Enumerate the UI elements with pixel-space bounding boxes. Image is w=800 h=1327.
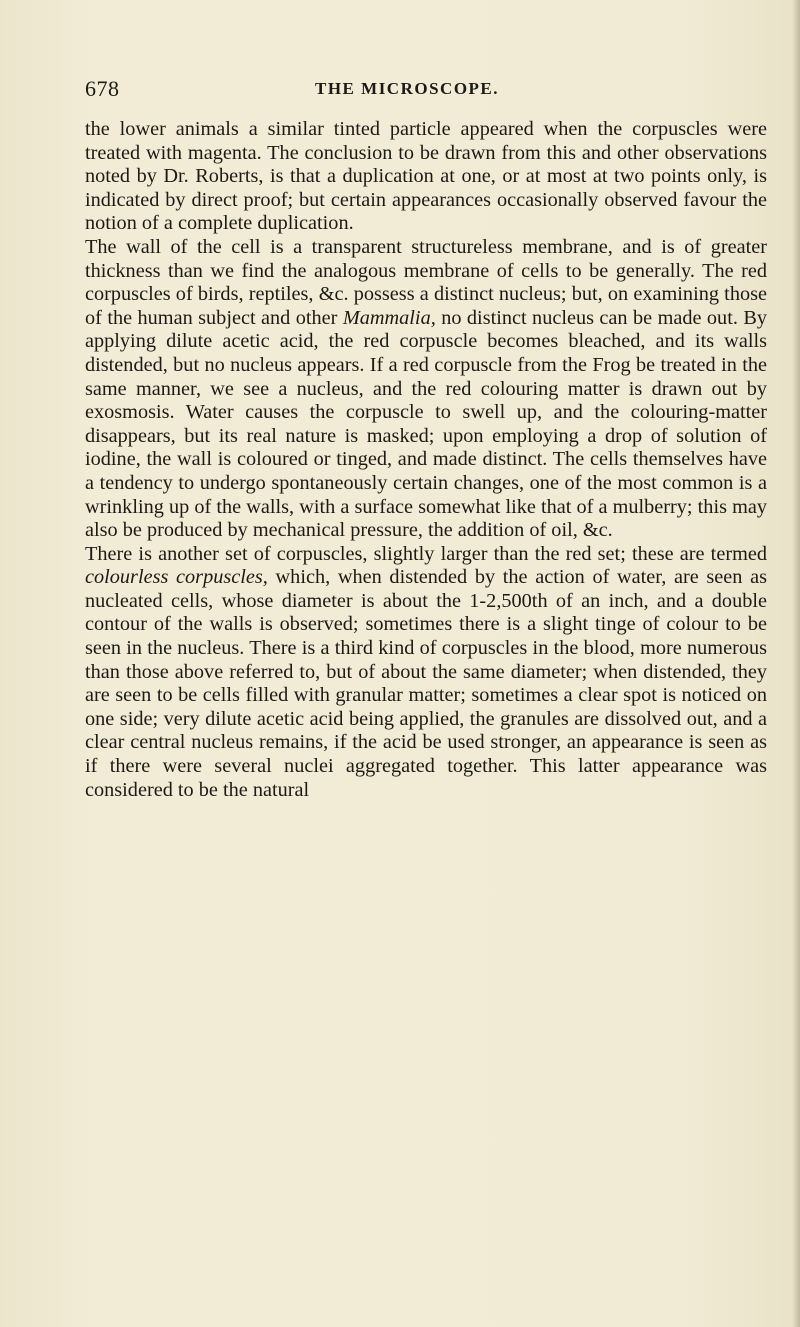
body-text bbox=[85, 118, 767, 802]
paragraph-3-text-start: There is another set of corpuscles, slightly larger than the red set; these are termed bbox=[85, 542, 767, 565]
paragraph-2-text-start: The wall of the cell is a transparent structureless membrane, and is of greater thickness than we find the analogous membrane of cells to be generally. The red corpuscles of birds, reptiles, &c. possess a distinct nucleus; but, on examining those of the human subject and other bbox=[85, 235, 767, 329]
italic-term-colourless-corpuscles: colourless corpuscles, bbox=[85, 566, 268, 589]
page-header bbox=[85, 76, 767, 106]
paragraph-1: the lower animals a similar tinted particle appeared when the corpuscles were treated with magenta. The conclusion to be drawn from this and other observations noted by Dr. Roberts, is that a duplication at one, or at most at two points only, is indicated by direct proof; but certain appearances occasionally observed favour the notion of a complete duplication. bbox=[85, 118, 767, 235]
italic-term-mammalia: Mammalia, bbox=[342, 306, 436, 329]
page-edge-shadow bbox=[792, 0, 800, 1327]
running-head: THE MICROSCOPE. bbox=[315, 79, 500, 98]
paragraph-3 bbox=[85, 543, 767, 803]
paragraph-2 bbox=[85, 236, 767, 543]
page-number: 678 bbox=[85, 76, 120, 101]
paragraph-2-text-end: no distinct nucleus can be made out. By applying dilute acetic acid, the red corpuscle becomes bleached, and its walls distended, but no nucleus appears. If a red corpuscle from the Frog be treated in the same manner, we see a nucleus, and the red colouring matter is drawn out by exosmosis. Water causes the corpuscle to swell up, and the colouring-matter disappears, but its real nature is masked; upon employing a drop of solution of iodine, the wall is coloured or tinged, and made distinct. The cells themselves have a tendency to undergo spontaneously certain changes, one of the most common is a wrinkling up of the walls, with a surface somewhat like that of a mulberry; this may also be produced by mechanical pressure, the addition of oil, &c. bbox=[85, 306, 767, 542]
paragraph-3-text-end: which, when distended by the action of water, are seen as nucleated cells, whose diameter is about the 1-2,500th of an inch, and a double contour of the walls is observed; sometimes there is a slight tinge of colour to be seen in the nucleus. There is a third kind of corpuscles in the blood, more numerous than those above referred to, but of about the same diameter; when distended, they are seen to be cells filled with granular matter; sometimes a clear spot is noticed on one side; very dilute acetic acid being applied, the granules are dissolved out, and a clear central nucleus remains, if the acid be used stronger, an appearance is seen as if there were several nuclei aggregated together. This latter appearance was considered to be the natural bbox=[85, 566, 767, 801]
